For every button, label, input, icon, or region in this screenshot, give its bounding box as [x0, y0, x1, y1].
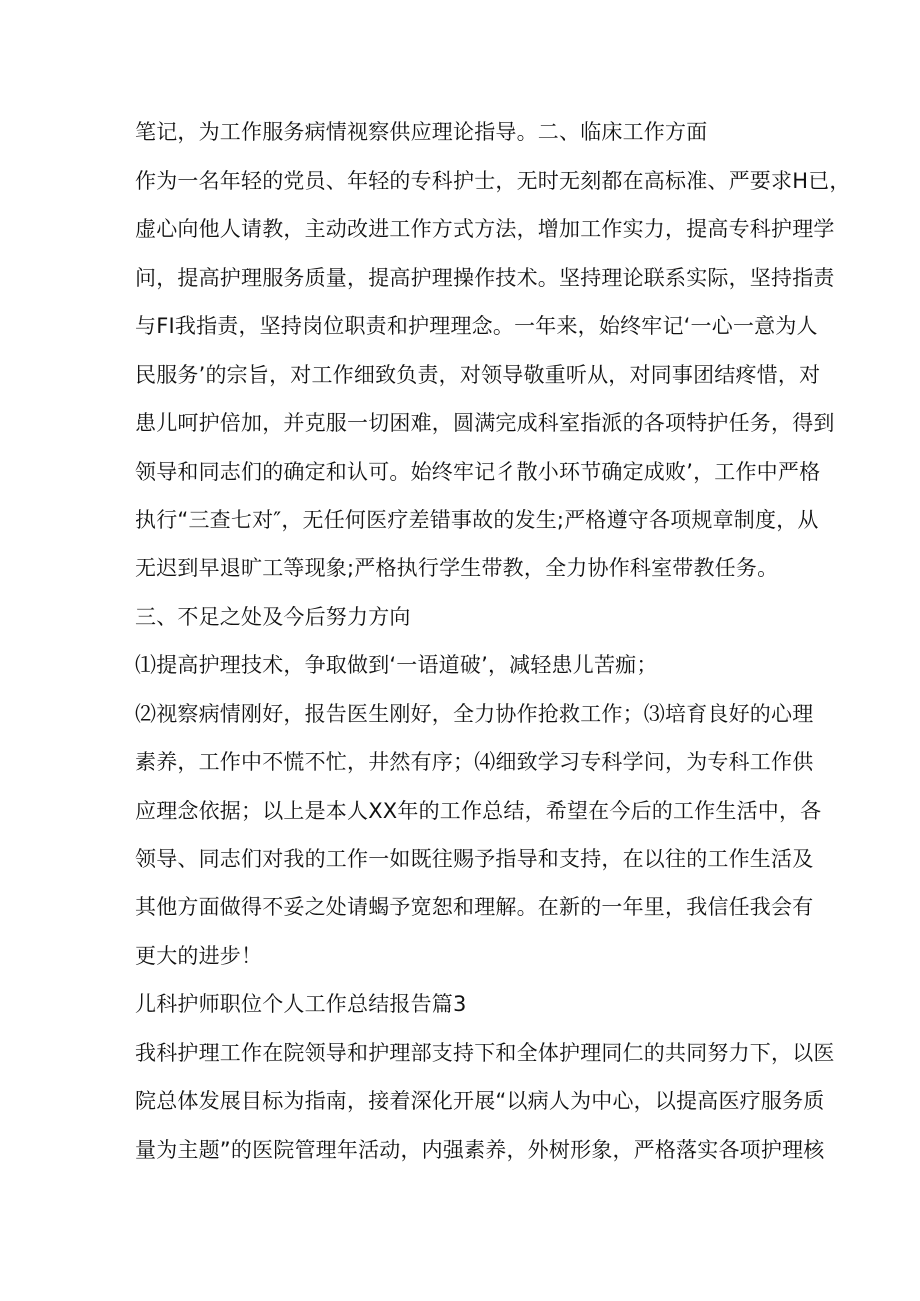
text-line: 其他方面做得不妥之处请蝎予宽恕和理解。在新的一年里，我信任我会有 [135, 895, 814, 919]
text-line: 量为主题”的医院管理年活动，内强素养，外树形象，严格落实各项护理核 [135, 1138, 825, 1162]
text-line: ⑴提高护理技术，争取做到‘一语道破’，减轻患儿苦痂； [135, 653, 658, 677]
text-line: 民服务’的宗旨，对工作细致负责，对领导敬重听从，对同事团结疼惜，对 [135, 363, 821, 387]
text-line: 无迟到早退旷工等现象;严格执行学生带教，全力协作科室带教任务。 [135, 556, 779, 580]
text-line: 我科护理工作在院领导和护理部支持下和全体护理同仁的共同努力下，以医 [135, 1041, 835, 1065]
text-line: 素养，工作中不慌不忙，井然有序；⑷细致学习专科学问，为专科工作供 [135, 750, 814, 774]
text-line: 院总体发展目标为指南，接着深化开展“以病人为中心，以提高医疗服务质 [135, 1089, 825, 1113]
text-line: 应理念依据；以上是本人XX年的工作总结，希望在今后的工作生活中，各 [135, 799, 822, 823]
text-line: ⑵视察病情刚好，报告医生刚好，全力协作抢救工作；⑶培育良好的心理 [135, 702, 814, 726]
text-line: 问，提高护理服务质量，提高护理操作技术。坚持理论联系实际，坚持指责 [135, 266, 835, 290]
text-line: 与FI我指责，坚持岗位职责和护理理念。一年来，始终牢记‘一心一意为人 [135, 314, 818, 338]
text-line: 执行“三查七对″，无任何医疗差错事故的发生;严格遵守各项规章制度，从 [135, 508, 819, 532]
text-line: 领导、同志们对我的工作一如既往赐予指导和支持，在以往的工作生活及 [135, 847, 814, 871]
text-line: 更大的进步！ [135, 944, 263, 968]
text-line: 笔记，为工作服务病情视察供应理论指导。二、临床工作方面 [135, 120, 708, 144]
text-line: 作为一名年轻的党员、年轻的专科护士，无时无刻都在高标准、严要求H已， [135, 169, 851, 193]
article-title: 儿科护师职位个人工作总结报告篇3 [135, 992, 467, 1016]
text-line: 虚心向他人请教，主动改进工作方式方法，增加工作实力，提高专科护理学 [135, 217, 835, 241]
text-line: 患儿呵护倍加，并克服一切困难，圆满完成科室指派的各项特护任务，得到 [135, 411, 835, 435]
text-line: 领导和同志们的确定和认可。始终牢记彳散小环节确定成败’，工作中严格 [135, 460, 821, 484]
section-heading: 三、不足之处及今后努力方向 [135, 605, 411, 629]
